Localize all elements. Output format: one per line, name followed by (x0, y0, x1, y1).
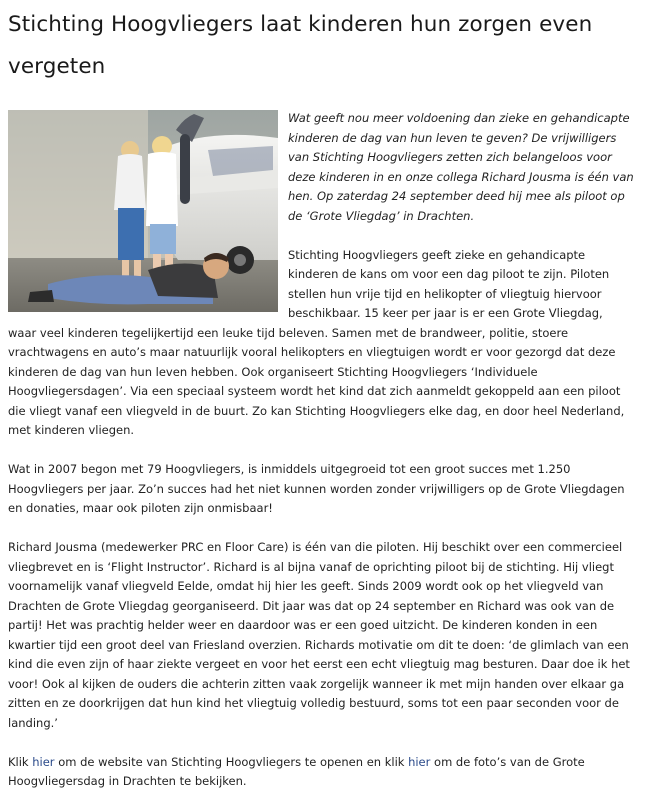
article-body (8, 109, 634, 792)
website-link[interactable]: hier (32, 754, 55, 769)
body-paragraph-1: Stichting Hoogvliegers geeft zieke en gehandicapte kinderen de kans om voor een dag piloot te zijn. Piloten stellen hun vrije tijd en helikopter of vliegtuig hiervoor beschikbaar. 15 keer per jaar is er een Grote Vliegdag, waar veel kinderen tegelijkertijd een leuke tijd beleven. Samen met de brandweer, politie, stoere vrachtwagens en auto’s maar natuurlijk vooral helikopters en vliegtuigen wordt er voor gezorgd dat deze kinderen de dag van hun leven hebben. Ook organiseert Stichting Hoogvliegers ‘Individuele Hoogvliegersdagen’. Via een speciaal systeem wordt het kind dat zich aanmeldt gekoppeld aan een piloot die vliegt vanaf een vliegveld in de buurt. Zo kan Stichting Hoogvliegers elke dag, en door heel Nederland, met kinderen vliegen. (8, 247, 625, 437)
article-title: Stichting Hoogvliegers laat kinderen hun zorgen even vergeten (8, 12, 593, 79)
photos-link[interactable]: hier (408, 754, 431, 769)
intro-paragraph: Wat geeft nou meer voldoening dan zieke en gehandicapte kinderen de dag van hun leven te geven? De vrijwilligers van Stichting Hoogvliegers zetten zich belangeloos voor deze kinderen in en onze collega Richard Jousma is één van hen. Op zaterdag 24 september deed hij mee als piloot op de ‘Grote Vliegdag’ in Drachten. (288, 111, 634, 223)
closing-text-2: om de website van Stichting Hoogvliegers te openen en klik (54, 754, 409, 769)
article (8, 0, 634, 811)
body-paragraph-2: Wat in 2007 begon met 79 Hoogvliegers, is inmiddels uitgegroeid tot een groot succes met 1.250 Hoogvliegers per jaar. Zo’n succes had het niet kunnen worden zonder vrijwilligers op de Grote Vliegdagen en donaties, maar ook piloten zijn onmisbaar! (8, 462, 625, 515)
article-photo (8, 110, 278, 312)
closing-text-1: Klik (8, 754, 33, 769)
closing-paragraph (8, 753, 634, 792)
closing-text-3: om de foto’s van de Grote Hoogvliegersdag in Drachten te bekijken. (8, 754, 585, 788)
body-paragraph-3: Richard Jousma (medewerker PRC en Floor Care) is één van die piloten. Hij beschikt over een commercieel vliegbrevet en is ‘Flight Instructor’. Richard is al bijna vanaf de oprichting piloot bij de stichting. Hij vliegt voornamelijk vanaf vliegveld Eelde, omdat hij hier les geeft. Sinds 2009 wordt ook op het vliegveld van Drachten de Grote Vliegdag georganiseerd. Dit jaar was dat op 24 september en Richard was ook van de partij! Het was prachtig helder weer en daardoor was er een goed uitzicht. De kinderen konden in een kwartier tijd een groot deel van Friesland overzien. Richards motivatie om dit te doen: ‘de glimlach van een kind die even zijn of haar ziekte vergeet en voor het eerst een echt vliegtuig mag besturen. Daar doe ik het voor! Ook al kijken de ouders die achterin zitten vaak zorgelijk wanneer ik met mijn handen over elkaar ga zitten en ze doorkrijgen dat hun kind het vliegtuig volledig bestuurd, soms tot een paar seconden voor de landing.’ (8, 540, 630, 730)
